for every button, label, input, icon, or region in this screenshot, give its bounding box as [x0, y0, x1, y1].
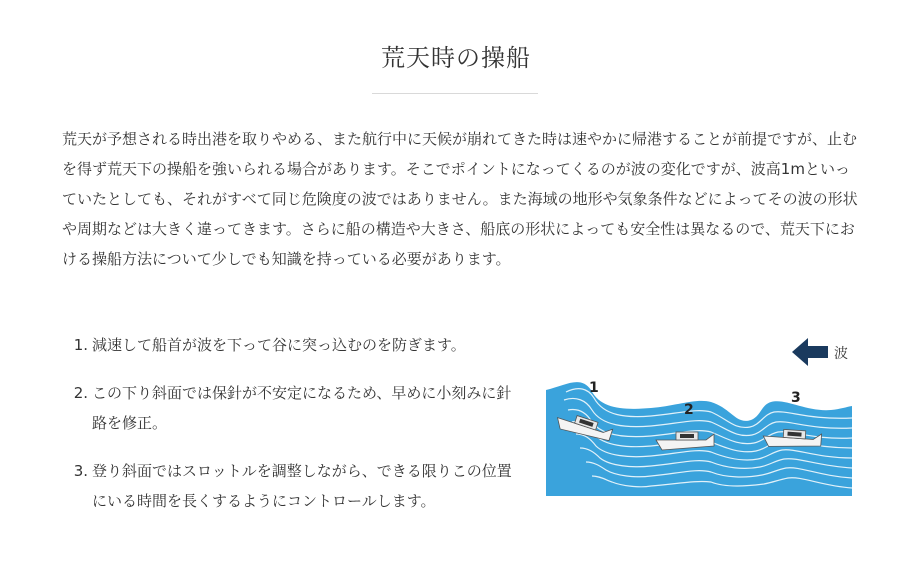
boat-label-3: 3	[791, 390, 801, 406]
step-text: この下り斜面では保針が不安定になるため、早めに小刻みに針路を修正。	[92, 384, 512, 432]
wave-label: 波	[834, 346, 848, 362]
step-text: 減速して船首が波を下って谷に突っ込むのを防ぎます。	[92, 336, 466, 354]
step-list	[62, 330, 522, 534]
intro-paragraph: 荒天が予想される時出港を取りやめる、また航行中に天候が崩れてきた時は速やかに帰港することが前提ですが、止むを得ず荒天下の操船を強いられる場合があります。そこでポイントになってくるのが波の変化ですが、波高1mといっていたとしても、それがすべて同じ危険度の波ではありません。また海域の地形や気象条件などによってその波の形状や周期などは大きく違ってきます。さらに船の構造や大きさ、船底の形状によっても安全性は異なるので、荒天下における操船方法について少しでも知識を持っている必要があります。	[62, 130, 858, 268]
boat-label-1: 1	[589, 380, 599, 396]
wave-boat-diagram	[546, 330, 852, 496]
step-text: 登り斜面ではスロットルを調整しながら、できる限りこの位置にいる時間を長くするようにコントロールします。	[92, 462, 512, 510]
left-arrow-icon	[792, 338, 828, 366]
step-number: 3.	[73, 462, 88, 480]
list-item	[62, 456, 522, 516]
page-title: 荒天時の操船	[381, 44, 531, 72]
title-divider	[372, 93, 538, 94]
list-item	[62, 378, 522, 438]
step-number: 2.	[73, 384, 88, 402]
boat-label-2: 2	[684, 402, 694, 418]
step-number: 1.	[73, 336, 88, 354]
list-item	[62, 330, 522, 360]
